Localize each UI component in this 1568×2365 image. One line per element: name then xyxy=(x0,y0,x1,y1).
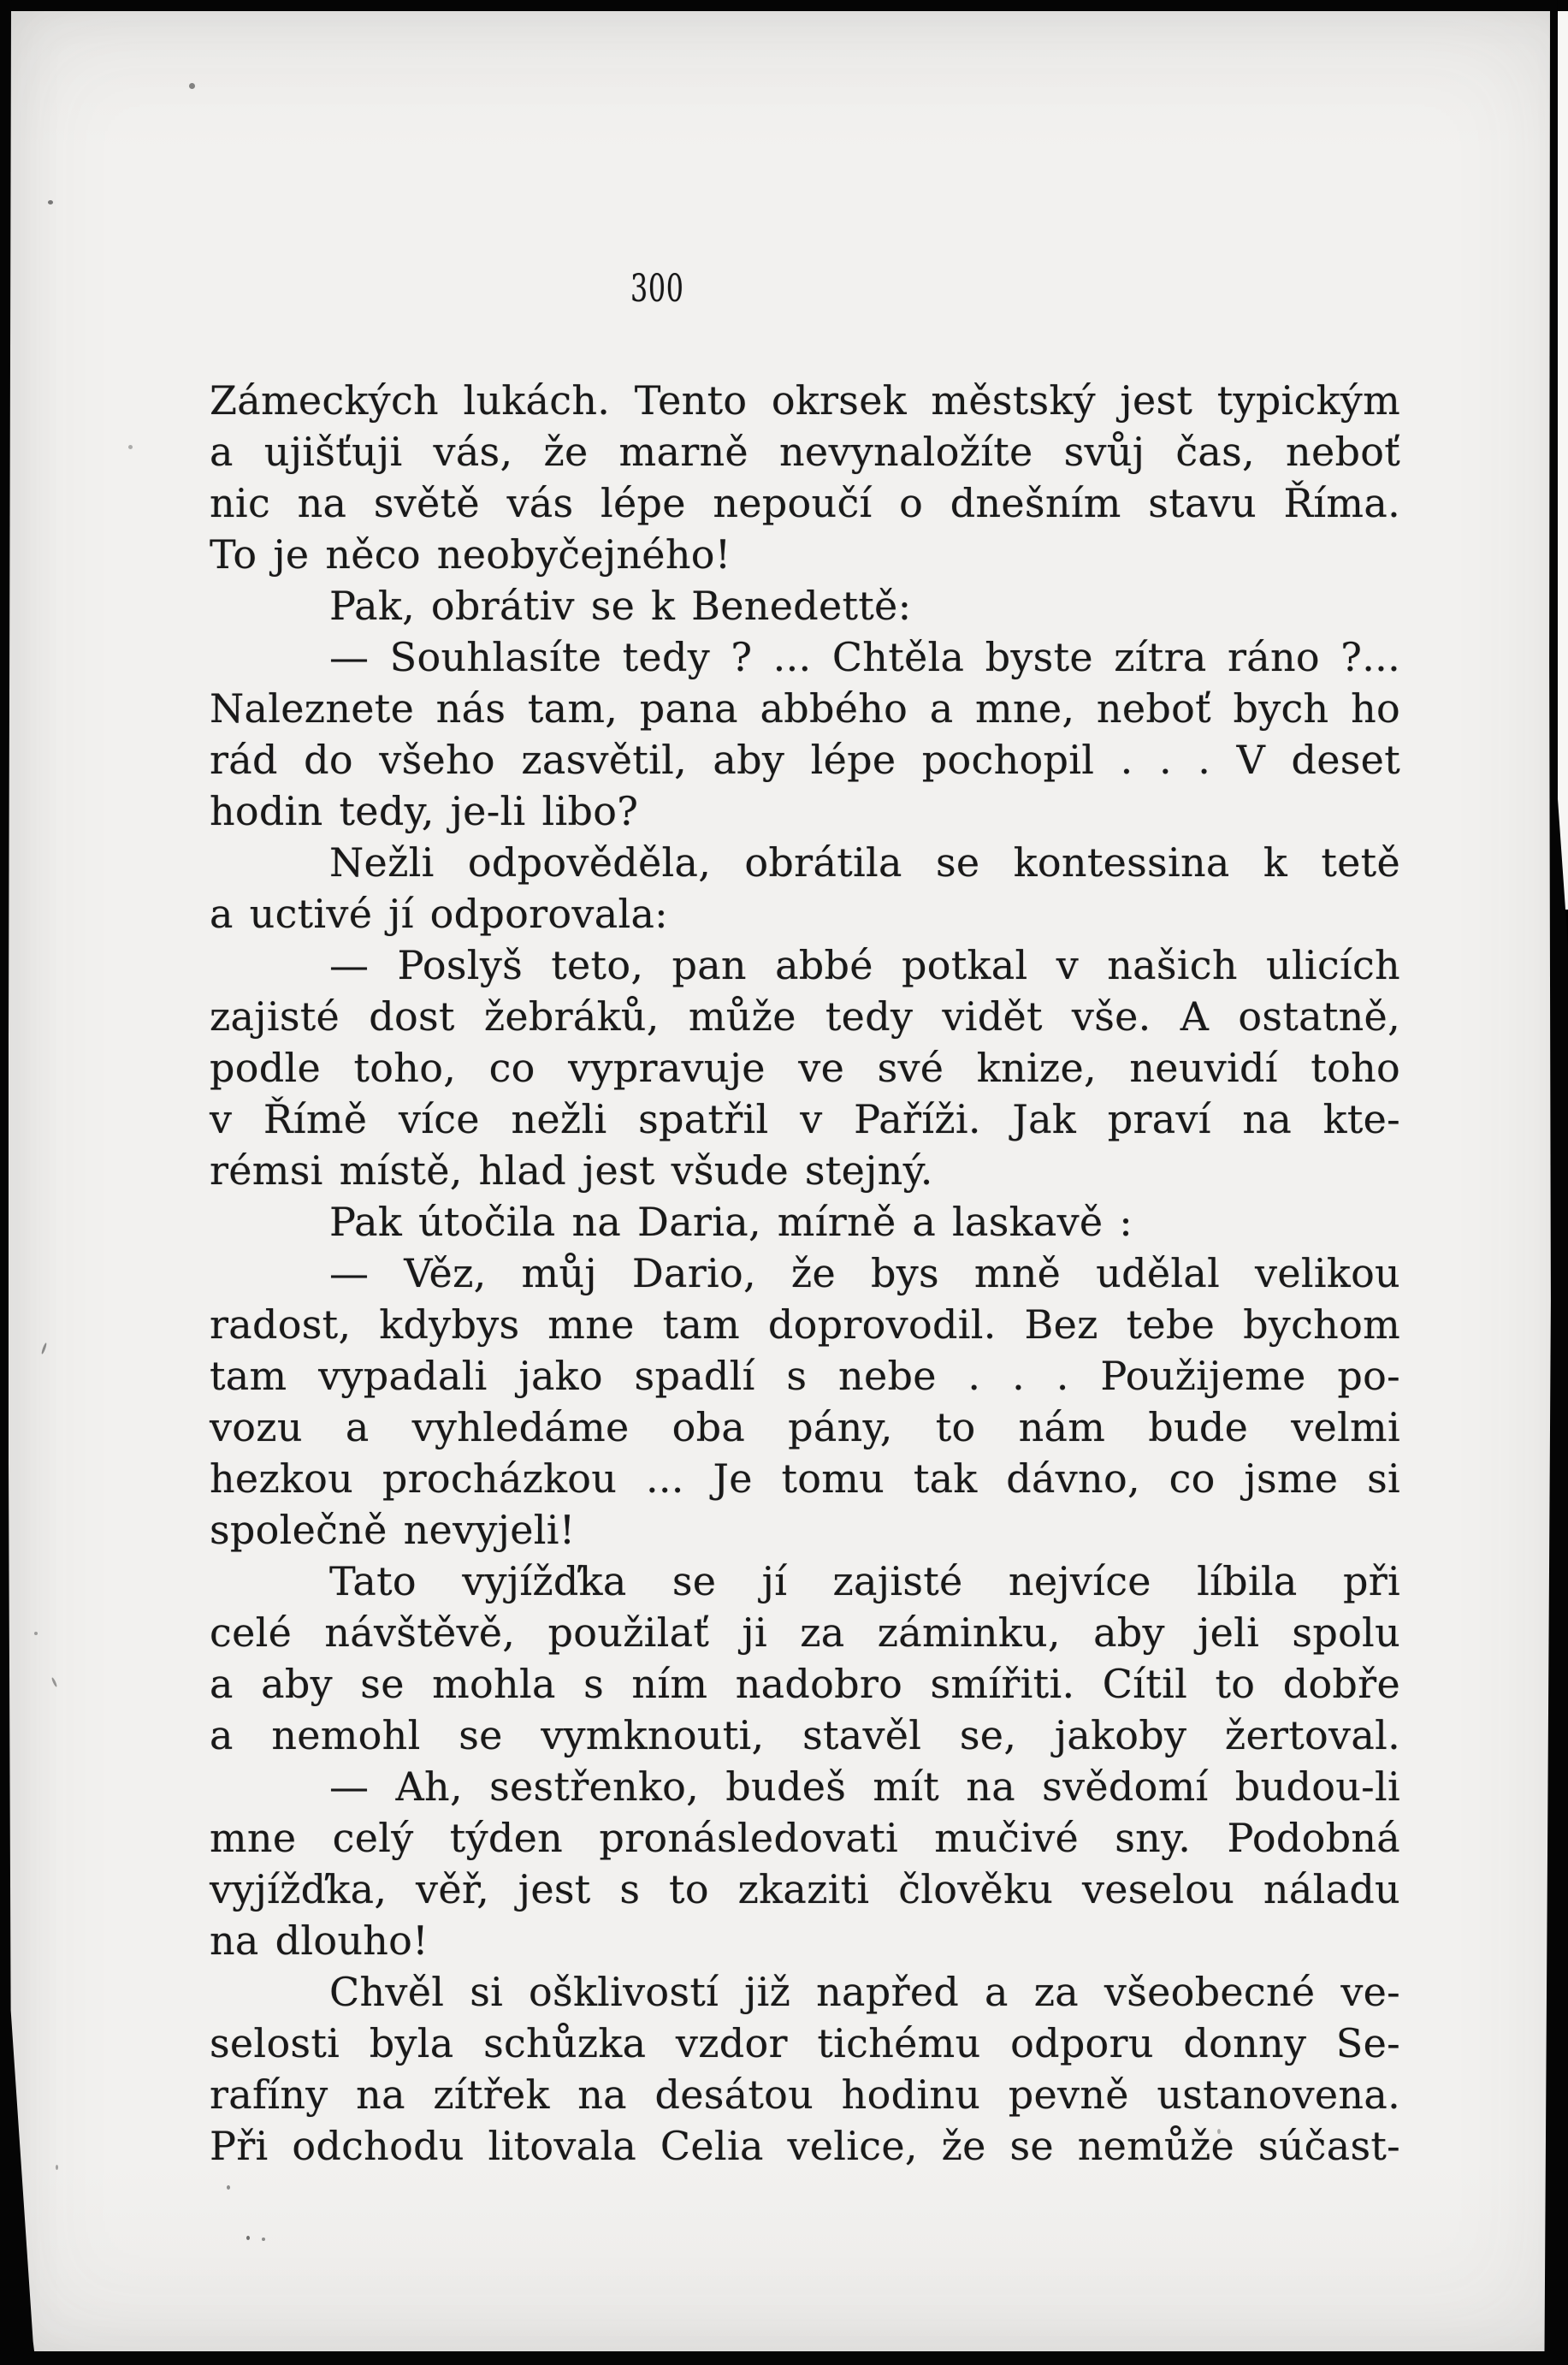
text-line: Tato vyjížďka se jí zajisté nejvíce líbila při xyxy=(329,1558,1400,1604)
text-line: — Ah, sestřenko, budeš mít na svědomí budou-li xyxy=(329,1763,1400,1810)
text-line: a ujišťuji vás, že marně nevynaložíte svůj čas, neboť xyxy=(210,429,1400,475)
text-line: radost, kdybys mne tam doprovodil. Bez tebe bychom xyxy=(210,1301,1400,1348)
text-line: a uctivé jí odporovala: xyxy=(210,891,668,937)
text-line: Chvěl si ošklivostí již napřed a za všeobecné ve- xyxy=(329,1969,1400,2015)
text-line: rád do všeho zasvětil, aby lépe pochopil . . . V deset xyxy=(210,737,1400,783)
page-number: 300 xyxy=(630,267,684,311)
text-line: — Souhlasíte tedy ? ... Chtěla byste zítra ráno ?... xyxy=(329,634,1400,680)
scan-edge-sliver xyxy=(1558,11,1568,910)
text-line: — Věz, můj Dario, že bys mně udělal velikou xyxy=(329,1250,1400,1296)
text-line: a nemohl se vymknouti, stavěl se, jakoby žertoval. xyxy=(210,1712,1400,1758)
text-line: selosti byla schůzka vzdor tichému odporu donny Se- xyxy=(210,2020,1400,2066)
text-line: mne celý týden pronásledovati mučivé sny. Podobná xyxy=(210,1815,1400,1861)
scan-edge-bottom xyxy=(0,2351,1568,2365)
text-line: Naleznete nás tam, pana abbého a mne, neboť bych ho xyxy=(210,685,1400,732)
scan-speck xyxy=(246,2236,250,2240)
text-line: tam vypadali jako spadlí s nebe . . . Použijeme po- xyxy=(210,1353,1400,1399)
text-line: To je něco neobyčejného! xyxy=(210,531,731,578)
text-line: v Římě více nežli spatřil v Paříži. Jak praví na kte- xyxy=(210,1096,1400,1142)
text-line: vyjížďka, věř, jest s to zkaziti člověku veselou náladu xyxy=(210,1866,1400,1912)
text-line: Zámeckých lukách. Tento okrsek městský jest typickým xyxy=(210,377,1400,424)
scan-speck xyxy=(41,1343,48,1354)
text-block xyxy=(210,375,1400,2172)
scan-speck xyxy=(189,83,195,89)
text-line: hezkou procházkou ... Je tomu tak dávno, co jsme si xyxy=(210,1455,1400,1502)
text-line: podle toho, co vypravuje ve své knize, neuvidí toho xyxy=(210,1045,1400,1091)
paper xyxy=(9,10,1556,2352)
text-line: celé návštěvě, použilať ji za záminku, aby jeli spolu xyxy=(210,1609,1400,1656)
text-line: hodin tedy, je-li libo? xyxy=(210,788,639,834)
text-line: nic na světě vás lépe nepoučí o dnešním stavu Říma. xyxy=(210,480,1400,526)
text-line: Pak útočila na Daria, mírně a laskavě : xyxy=(329,1199,1133,1245)
scan-speck xyxy=(262,2238,265,2241)
scan-speck xyxy=(51,1677,58,1687)
scan-speck xyxy=(34,1632,38,1635)
text-line: — Poslyš teto, pan abbé potkal v našich ulicích xyxy=(329,942,1400,988)
text-line: společně nevyjeli! xyxy=(210,1507,576,1553)
text-line: vozu a vyhledáme oba pány, to nám bude velmi xyxy=(210,1404,1400,1450)
text-line: Pak, obrátiv se k Benedettě: xyxy=(329,583,912,629)
text-line: Při odchodu litovala Celia velice, že se nemůže súčast- xyxy=(210,2123,1400,2169)
scan-speck xyxy=(227,2185,230,2190)
text-line: rémsi místě, hlad jest všude stejný. xyxy=(210,1147,933,1194)
text-line: zajisté dost žebráků, může tedy vidět vše. A ostatně, xyxy=(210,993,1400,1040)
scan-edge-top xyxy=(0,0,1568,11)
scan-speck xyxy=(1217,2129,1221,2134)
text-line: rafíny na zítřek na desátou hodinu pevně ustanovena. xyxy=(210,2072,1400,2118)
scan-speck xyxy=(48,200,53,204)
scan-speck xyxy=(56,2165,58,2170)
text-line: Nežli odpověděla, obrátila se kontessina k tetě xyxy=(329,839,1400,886)
text-line: a aby se mohla s ním nadobro smířiti. Cítil to dobře xyxy=(210,1661,1400,1707)
scan-speck xyxy=(128,445,133,449)
text-line: na dlouho! xyxy=(210,1917,429,1964)
